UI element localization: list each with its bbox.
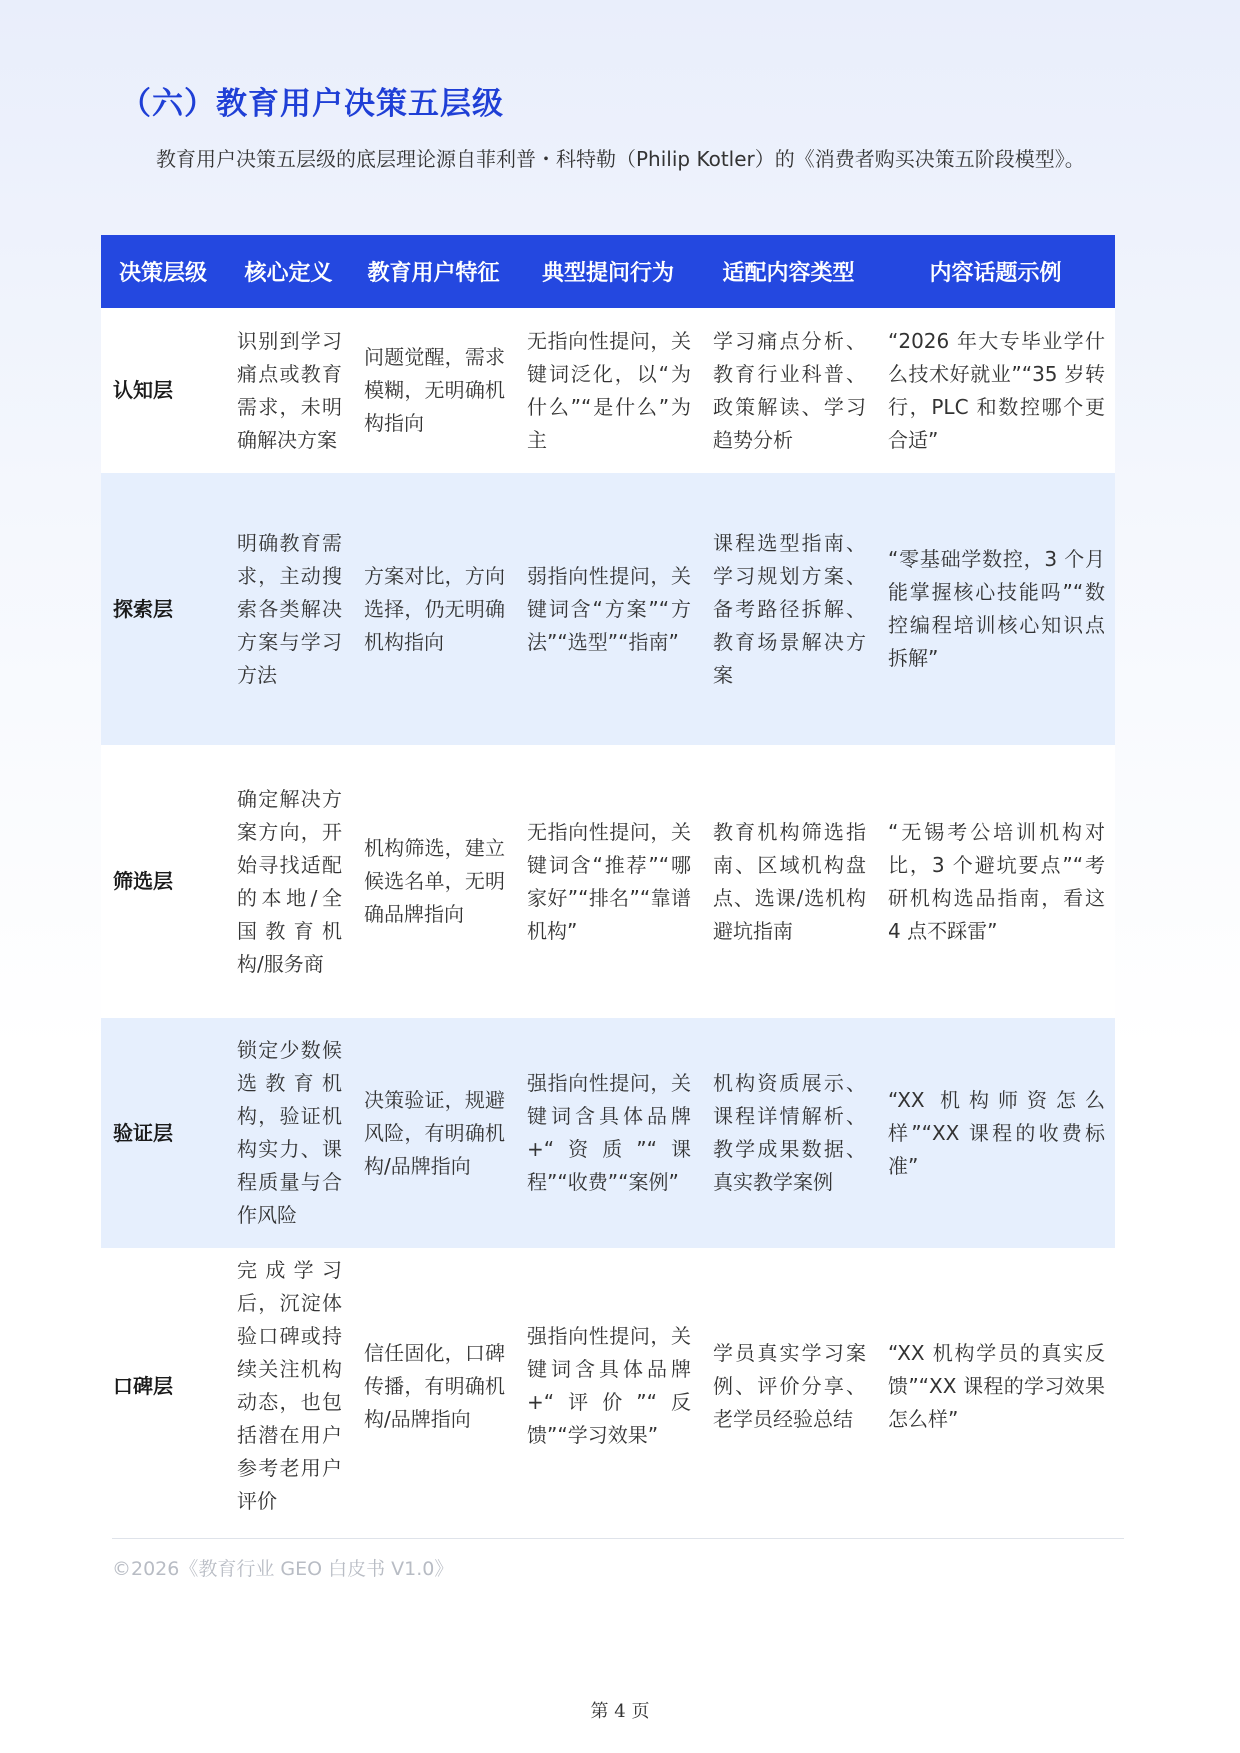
content-type-cell: 学员真实学习案例、评价分享、老学员经验总结 — [701, 1248, 876, 1524]
content-type-cell: 教育机构筛选指南、区域机构盘点、选课/选机构避坑指南 — [701, 745, 876, 1018]
feature-cell: 问题觉醒，需求模糊，无明确机构指向 — [352, 308, 515, 473]
section-title: （六）教育用户决策五层级 — [120, 86, 504, 122]
behavior-cell: 弱指向性提问，关键词含“方案”“方法”“选型”“指南” — [515, 473, 701, 745]
header-behavior: 典型提问行为 — [515, 235, 701, 308]
definition-cell: 确定解决方案方向，开始寻找适配的本地/全国教育机构/服务商 — [225, 745, 352, 1018]
decision-levels-table — [101, 235, 1115, 1524]
intro-paragraph: 教育用户决策五层级的底层理论源自菲利普・科特勒（Philip Kotler）的《消费者购买决策五阶段模型》。 — [156, 147, 1085, 171]
header-feature: 教育用户特征 — [352, 235, 515, 308]
level-cell: 探索层 — [101, 473, 225, 745]
content-type-cell: 机构资质展示、课程详情解析、教学成果数据、真实教学案例 — [701, 1018, 876, 1248]
table-row — [101, 308, 1115, 473]
feature-cell: 方案对比，方向选择，仍无明确机构指向 — [352, 473, 515, 745]
table-row — [101, 745, 1115, 1018]
level-cell: 口碑层 — [101, 1248, 225, 1524]
feature-cell: 机构筛选，建立候选名单，无明确品牌指向 — [352, 745, 515, 1018]
copyright-text: ©2026《教育行业 GEO 白皮书 V1.0》 — [112, 1558, 454, 1580]
table-header-row — [101, 235, 1115, 308]
header-content-type: 适配内容类型 — [701, 235, 876, 308]
content-type-cell: 课程选型指南、学习规划方案、备考路径拆解、教育场景解决方案 — [701, 473, 876, 745]
behavior-cell: 强指向性提问，关键词含具体品牌 +“评价”“反馈”“学习效果” — [515, 1248, 701, 1524]
feature-cell: 信任固化，口碑传播，有明确机构/品牌指向 — [352, 1248, 515, 1524]
level-cell: 筛选层 — [101, 745, 225, 1018]
definition-cell: 锁定少数候选教育机构，验证机构实力、课程质量与合作风险 — [225, 1018, 352, 1248]
header-level: 决策层级 — [101, 235, 225, 308]
example-cell: “XX 机构学员的真实反馈”“XX 课程的学习效果怎么样” — [876, 1248, 1115, 1524]
behavior-cell: 强指向性提问，关键词含具体品牌 +“资质”“课程”“收费”“案例” — [515, 1018, 701, 1248]
example-cell: “2026 年大专毕业学什么技术好就业”“35 岁转行，PLC 和数控哪个更合适” — [876, 308, 1115, 473]
definition-cell: 明确教育需求，主动搜索各类解决方案与学习方法 — [225, 473, 352, 745]
content-type-cell: 学习痛点分析、教育行业科普、政策解读、学习趋势分析 — [701, 308, 876, 473]
example-cell: “XX 机构师资怎么样”“XX 课程的收费标准” — [876, 1018, 1115, 1248]
table-row — [101, 473, 1115, 745]
definition-cell: 识别到学习痛点或教育需求，未明确解决方案 — [225, 308, 352, 473]
behavior-cell: 无指向性提问，关键词含“推荐”“哪家好”“排名”“靠谱机构” — [515, 745, 701, 1018]
level-cell: 验证层 — [101, 1018, 225, 1248]
table-row — [101, 1018, 1115, 1248]
example-cell: “零基础学数控，3 个月能掌握核心技能吗”“数控编程培训核心知识点拆解” — [876, 473, 1115, 745]
definition-cell: 完成学习后，沉淀体验口碑或持续关注机构动态，也包括潜在用户参考老用户评价 — [225, 1248, 352, 1524]
table-row — [101, 1248, 1115, 1524]
page-number: 第 4 页 — [590, 1701, 650, 1722]
level-cell: 认知层 — [101, 308, 225, 473]
feature-cell: 决策验证，规避风险，有明确机构/品牌指向 — [352, 1018, 515, 1248]
header-definition: 核心定义 — [225, 235, 352, 308]
header-example: 内容话题示例 — [876, 235, 1115, 308]
footer-divider — [112, 1538, 1124, 1539]
behavior-cell: 无指向性提问，关键词泛化，以“为什么”“是什么”为主 — [515, 308, 701, 473]
example-cell: “无锡考公培训机构对比，3 个避坑要点”“考研机构选品指南，看这 4 点不踩雷” — [876, 745, 1115, 1018]
